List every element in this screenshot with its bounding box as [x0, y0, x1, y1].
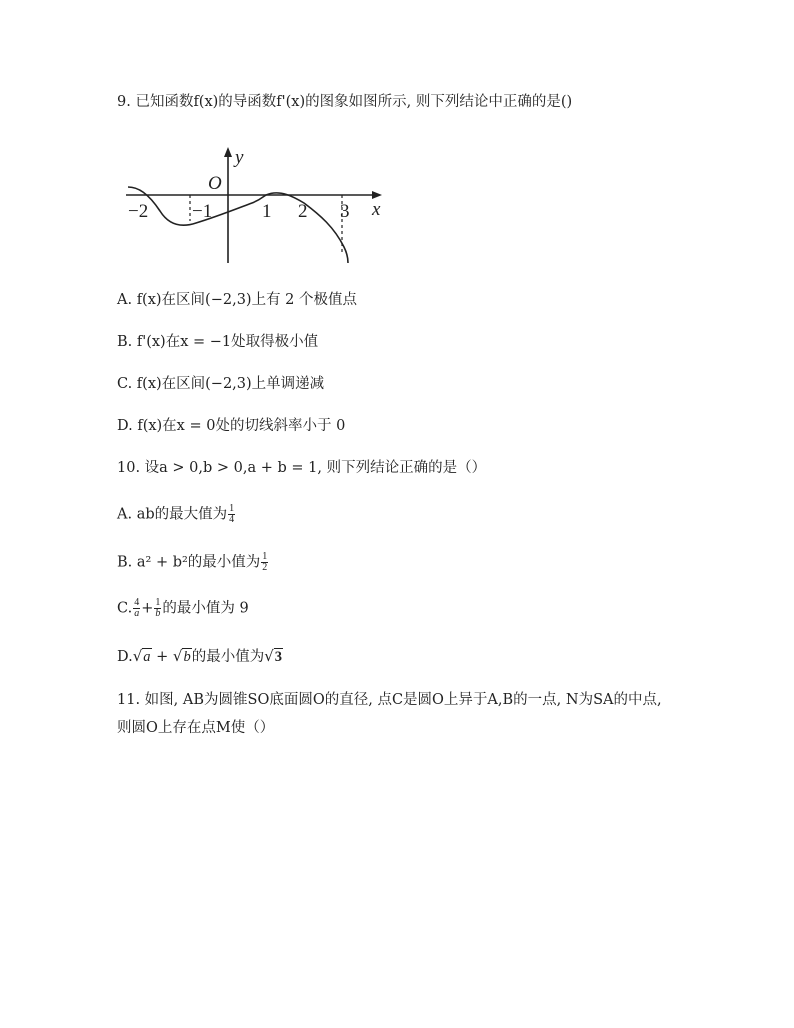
derivative-curve — [128, 187, 348, 263]
y-axis-arrow — [224, 147, 232, 157]
fraction — [154, 598, 161, 619]
tick-label-minus-1: −1 — [192, 201, 213, 222]
fraction — [261, 552, 268, 573]
q11-stem-line-1: 11. 如图, AB为圆锥SO底面圆O的直径, 点C是圆O上异于A,B的一点, N为SA的中点, — [117, 692, 662, 708]
x-axis-label: x — [372, 199, 381, 220]
q9-option-d: D. f(x)在x = 0处的切线斜率小于 0 — [117, 418, 346, 434]
fraction-denominator: 4 — [229, 514, 235, 525]
plus-sign: + — [156, 649, 169, 665]
q10-option-d — [117, 646, 283, 667]
radicand: a — [143, 649, 151, 665]
derivative-graph-figure — [124, 143, 392, 267]
q10-option-b-text: B. a² + b²的最小值为 — [117, 554, 261, 571]
fraction — [228, 504, 235, 525]
q10-option-d-text: 的最小值为 — [191, 649, 265, 665]
fraction-numerator: 1 — [155, 597, 161, 608]
fraction-numerator: 1 — [262, 551, 268, 562]
q10-stem: 10. 设a > 0,b > 0,a + b = 1, 则下列结论正确的是（） — [117, 460, 487, 476]
plus-sign: + — [141, 600, 154, 617]
q10-option-a — [117, 504, 236, 525]
q10-option-d-label: D. — [117, 649, 133, 665]
x-axis-arrow — [372, 191, 382, 199]
fraction-denominator: b — [155, 608, 161, 619]
tick-label-minus-2: −2 — [128, 201, 149, 222]
origin-label: O — [208, 173, 222, 194]
q10-option-b — [117, 552, 269, 573]
fraction-denominator: 2 — [262, 562, 268, 573]
q9-option-a: A. f(x)在区间(−2,3)上有 2 个极值点 — [117, 292, 358, 308]
q10-option-a-text: A. ab的最大值为 — [117, 506, 228, 523]
tick-label-2: 2 — [298, 201, 308, 222]
q11-stem-line-2: 则圆O上存在点M使（） — [117, 720, 275, 736]
tick-label-1: 1 — [262, 201, 272, 222]
q9-option-b: B. f'(x)在x = −1处取得极小值 — [117, 334, 319, 350]
q9-option-c: C. f(x)在区间(−2,3)上单调递减 — [117, 376, 325, 392]
sqrt-sign: √ — [132, 647, 143, 665]
derivative-graph — [124, 143, 392, 267]
radicand: b — [183, 649, 191, 665]
sqrt-sign: √ — [264, 647, 274, 665]
y-axis-label: y — [235, 147, 244, 168]
fraction-denominator: a — [134, 608, 140, 619]
q9-stem: 9. 已知函数f(x)的导函数f'(x)的图象如图所示, 则下列结论中正确的是() — [117, 94, 573, 110]
radicand: 3 — [274, 649, 283, 665]
fraction-numerator: 1 — [229, 503, 235, 514]
fraction — [133, 598, 140, 619]
fraction-numerator: 4 — [134, 597, 140, 608]
q10-option-c-text: 的最小值为 9 — [162, 600, 249, 617]
q10-option-c — [117, 598, 249, 619]
sqrt-sign: √ — [172, 647, 183, 665]
q10-option-c-label: C. — [117, 600, 133, 617]
tick-label-3: 3 — [340, 201, 350, 222]
